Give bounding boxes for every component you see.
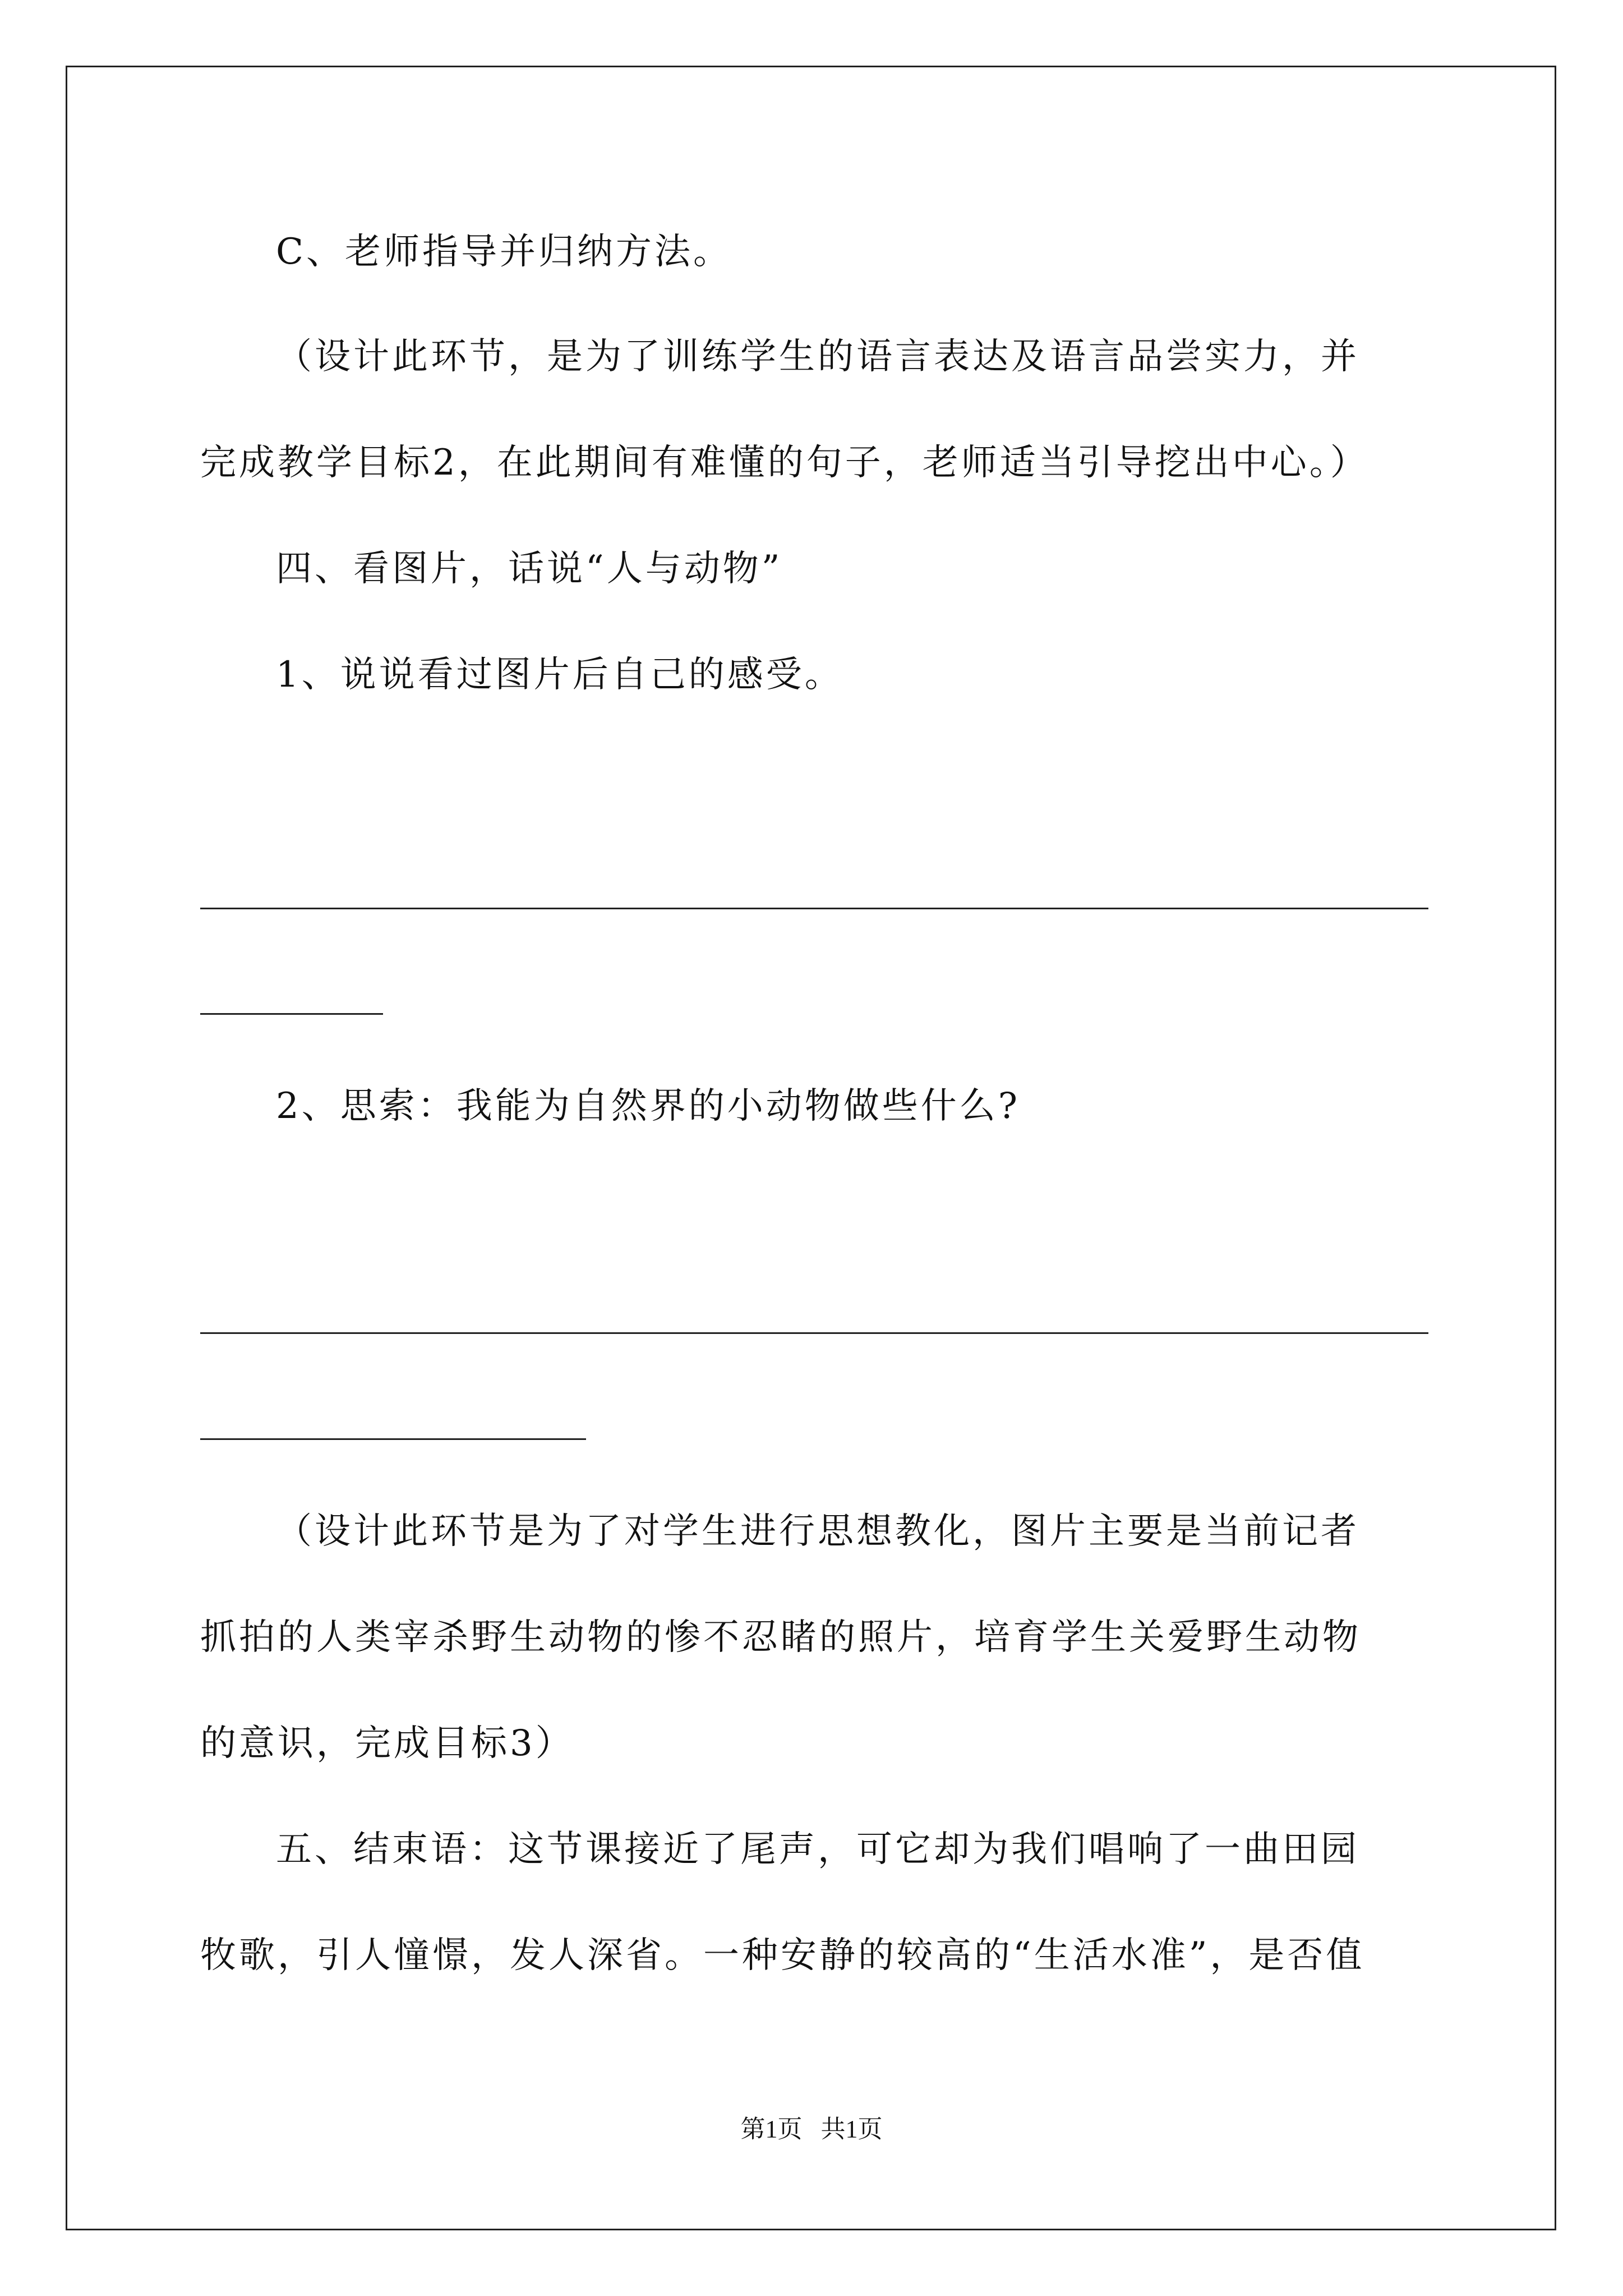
answer-line-2 (200, 1332, 1428, 1334)
paragraph-design-note-1: （设计此环节，是为了训练学生的语言表达及语言品尝实力，并 (276, 336, 1359, 378)
paragraph-design-note-2-cont: 抓拍的人类宰杀野生动物的惨不忍睹的照片，培育学生关爱野生动物 (200, 1617, 1361, 1658)
answer-line-1-end (200, 1013, 383, 1015)
paragraph-design-note-1-cont: 完成教学目标2，在此期间有难懂的句子，老师适当引导挖出中心。） (200, 442, 1369, 484)
section-five-closing: 五、结束语：这节课接近了尾声，可它却为我们唱响了一曲田园 (276, 1829, 1359, 1870)
question-1: 1、说说看过图片后自己的感受。 (276, 654, 843, 696)
answer-line-2-end (200, 1438, 586, 1440)
section-five-closing-cont: 牧歌，引人憧憬，发人深省。一种安静的较高的“生活水准”，是否值 (200, 1935, 1365, 1976)
page-number-footer: 第1页 共1页 (740, 2115, 883, 2143)
paragraph-c-method: C、老师指导并归纳方法。 (276, 231, 732, 273)
page-border (66, 66, 1556, 2230)
paragraph-design-note-2: （设计此环节是为了对学生进行思想教化，图片主要是当前记者 (276, 1511, 1359, 1552)
section-four-heading: 四、看图片，话说“人与动物” (276, 548, 783, 590)
paragraph-design-note-2-end: 的意识，完成目标3） (200, 1723, 574, 1764)
answer-line-1 (200, 908, 1428, 909)
question-2: 2、思索：我能为自然界的小动物做些什么? (276, 1085, 1021, 1127)
